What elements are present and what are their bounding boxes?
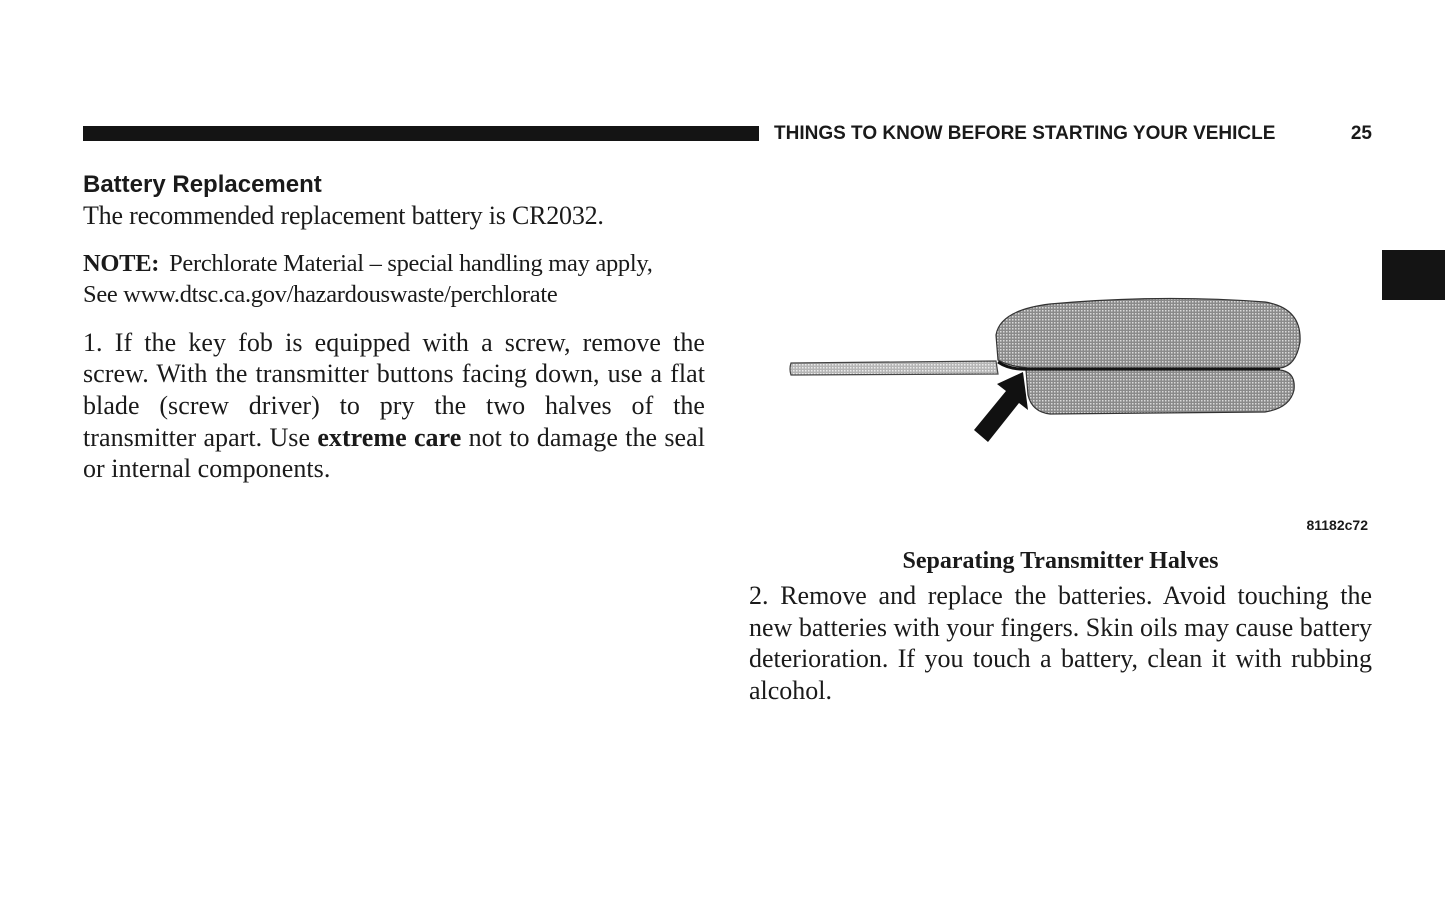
step-1-text-b: not to damage the seal or internal components. [83,422,705,484]
note-paragraph [83,248,705,311]
step-1-emphasis: extreme care [317,422,462,452]
step-1-paragraph [83,327,705,485]
fob-bottom-half [1026,370,1294,414]
section-thumb-tab [1382,250,1445,300]
running-title: THINGS TO KNOW BEFORE STARTING YOUR VEHICLE [774,123,1276,144]
page-number: 25 [1350,123,1372,144]
running-head [774,122,1372,146]
note-label: NOTE: [83,249,160,277]
figure-caption: Separating Transmitter Halves [902,548,1219,574]
pry-arrow-icon [974,372,1028,442]
note-line-1: Perchlorate Material – special handling may apply, [169,249,653,277]
note-line-2: See www.dtsc.ca.gov/hazardouswaste/perchlorate [83,281,558,309]
section-title: Battery Replacement [83,171,322,198]
figure-code: 81182c72 [1306,517,1368,533]
step-1-text-a: 1. If the key fob is equipped with a screw, remove the screw. With the transmitter buttons facing down, use a flat blade (screw driver) to pry the two halves of the transmitter apart. Use [83,327,705,452]
header-rule [83,126,759,141]
step-2-paragraph: 2. Remove and replace the batteries. Avoid touching the new batteries with your fingers. Skin oils may cause battery deterioration. If you touch a battery, clean it with rubbing alcohol. [749,581,1372,705]
battery-paragraph: The recommended replacement battery is CR2032. [83,201,604,230]
key-blade [790,361,998,375]
key-fob-illustration [760,280,1370,540]
fob-top-half [996,298,1300,368]
left-column [83,170,705,485]
